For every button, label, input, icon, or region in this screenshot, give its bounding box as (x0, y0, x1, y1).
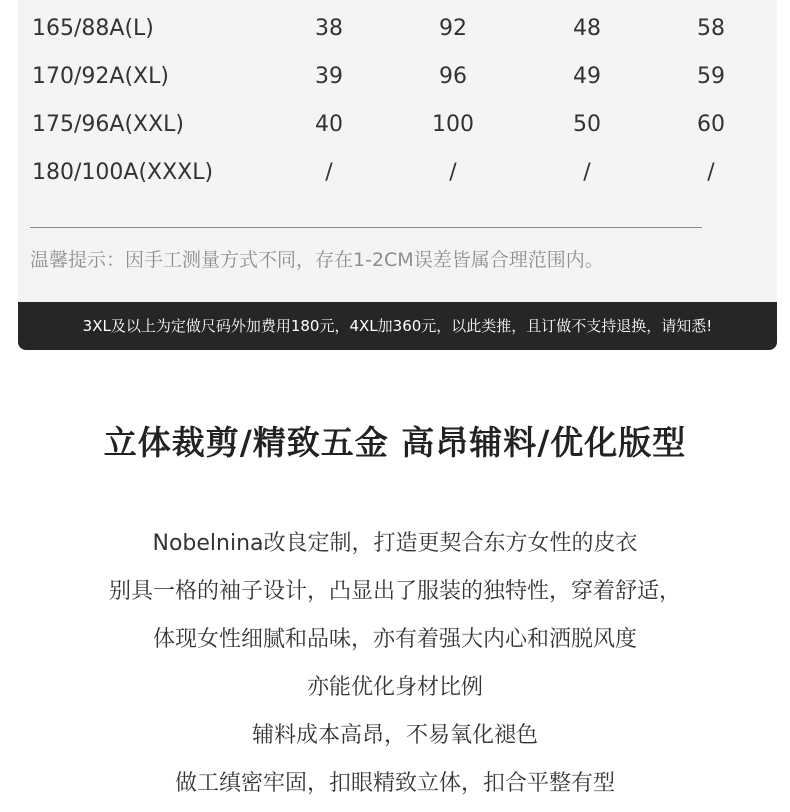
description-block (0, 524, 790, 812)
description-line: 做工缜密牢固，扣眼精致立体，扣合平整有型 (174, 771, 615, 796)
measure-value: 38 (315, 16, 343, 41)
size-row-l (18, 9, 777, 49)
measure-value: / (449, 160, 457, 185)
measure-value: 40 (315, 112, 343, 137)
measure-value: 50 (573, 112, 601, 137)
size-row-xl (18, 57, 777, 97)
size-row-xxxl (18, 153, 777, 193)
divider (30, 227, 702, 228)
description-line: 亦能优化身材比例 (306, 675, 483, 700)
measure-value: 58 (697, 16, 725, 41)
measure-value: / (707, 160, 715, 185)
size-label: 165/88A(L) (32, 16, 154, 41)
measurement-tip: 温馨提示：因手工测量方式不同，存在1-2CM误差皆属合理范围内。 (30, 249, 604, 271)
measure-value: 100 (432, 112, 474, 137)
size-label: 180/100A(XXXL) (32, 160, 214, 185)
measure-value: 92 (439, 16, 467, 41)
section-title: 立体裁剪/精致五金 高昂辅料/优化版型 (103, 423, 687, 462)
description-line: Nobelnina改良定制，打造更契合东方女性的皮衣 (152, 531, 638, 556)
description-line: 体现女性细腻和品味，亦有着强大内心和洒脱风度 (152, 627, 637, 652)
measure-value: 60 (697, 112, 725, 137)
size-chart-card (18, 0, 777, 350)
measure-value: 59 (697, 64, 725, 89)
custom-size-notice: 3XL及以上为定做尺码外加费用180元，4XL加360元，以此类推，且订做不支持退换，请知悉! (18, 302, 777, 350)
measure-value: 49 (573, 64, 601, 89)
description-line: 辅料成本高昂，不易氧化褪色 (251, 723, 538, 748)
measure-value: 96 (439, 64, 467, 89)
measure-value: / (583, 160, 591, 185)
size-label: 170/92A(XL) (32, 64, 169, 89)
size-label: 175/96A(XXL) (32, 112, 185, 137)
measure-value: 39 (315, 64, 343, 89)
measure-value: 48 (573, 16, 601, 41)
measure-value: / (325, 160, 333, 185)
description-line: 别具一格的袖子设计，凸显出了服装的独特性，穿着舒适， (108, 579, 681, 604)
size-row-xxl (18, 105, 777, 145)
